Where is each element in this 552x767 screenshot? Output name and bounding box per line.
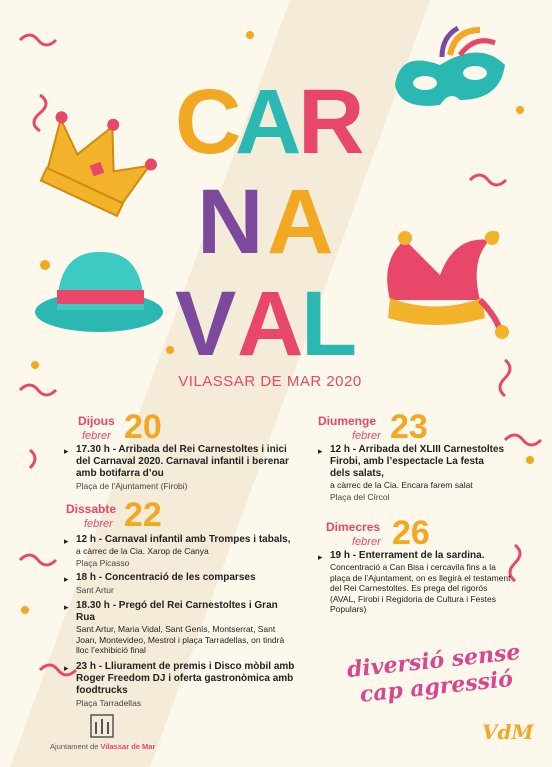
- title-letter: A: [235, 71, 302, 173]
- title-letter: C: [175, 71, 242, 173]
- subtitle: VILASSAR DE MAR 2020: [178, 373, 362, 390]
- day-number: 26: [392, 514, 430, 552]
- event-item: [76, 444, 298, 492]
- title-letter: L: [301, 273, 358, 375]
- month-name: febrer: [352, 536, 381, 548]
- event-heading: 18.30 h - Pregó del Rei Carnestoltes i Gran Rua: [76, 600, 278, 623]
- day-name: Dissabte: [66, 502, 117, 516]
- arrow-icon: ▸: [64, 536, 69, 546]
- event-place: Sant Artur: [76, 585, 114, 595]
- town-hall-logo-icon: [88, 712, 116, 740]
- month-name: febrer: [352, 430, 381, 442]
- day-name: Dimecres: [326, 520, 381, 534]
- day-number: 20: [124, 408, 162, 446]
- footer-town: Vilassar de Mar: [100, 742, 156, 751]
- arrow-icon: ▸: [64, 574, 69, 584]
- arrow-icon: ▸: [318, 552, 323, 562]
- crown-icon: [35, 110, 165, 220]
- event-item: [76, 661, 298, 709]
- event-heading: 19 h - Enterrament de la sardina.: [330, 550, 485, 561]
- event-item: [76, 572, 298, 596]
- day-name: Diumenge: [318, 414, 377, 428]
- day-name: Dijous: [78, 414, 115, 428]
- event-body: a càrrec de la Cia. Xarop de Canya: [76, 546, 209, 556]
- title-letter: V: [175, 273, 237, 375]
- month-name: febrer: [84, 518, 113, 530]
- vdm-logo: VdM: [482, 720, 534, 744]
- event-place: Plaça del Círcol: [330, 491, 390, 502]
- event-item: [330, 550, 515, 615]
- arrow-icon: ▸: [318, 446, 323, 456]
- carnival-mask-icon: [380, 25, 515, 125]
- footer-prefix: Ajuntament de: [50, 742, 99, 751]
- slogan: diversió sense cap agressió: [345, 639, 522, 708]
- carnaval-title: [175, 55, 365, 375]
- arrow-icon: ▸: [64, 663, 69, 673]
- event-heading: 23 h - Lliurament de premis i Disco mòbil amb Roger Freedom DJ i oferta gastronòmica amb foodtrucks: [76, 661, 295, 696]
- title-letter: R: [298, 71, 365, 173]
- event-heading: 18 h - Concentració de les comparses: [76, 572, 256, 583]
- event-heading: 12 h - Arribada del XLIII Carnestoltes Firobi, amb l’espectacle La festa dels salats,: [330, 444, 505, 479]
- jester-hat-icon: [370, 220, 515, 340]
- event-place: Plaça de l’Ajuntament (Firobi): [76, 481, 188, 491]
- title-letter: A: [237, 273, 304, 375]
- event-item: [330, 444, 505, 503]
- arrow-icon: ▸: [64, 446, 69, 456]
- event-place: Plaça Picasso: [76, 557, 130, 568]
- event-heading: 12 h - Carnaval infantil amb Trompes i tabals,: [76, 534, 291, 545]
- arrow-icon: ▸: [64, 602, 69, 612]
- footer-credit: [50, 742, 155, 751]
- title-letter: N: [197, 171, 264, 273]
- event-body: Concentració a Can Bisa i cercavila fins a la plaça de l’Ajuntament, on es llegirà el testament del Rei Carnestoltes. Es prega del rigorós (AVAL, Firobi i Regidoria de Cultura i Festes Populars): [330, 562, 511, 614]
- event-body: a càrrec de la Cia. Encara farem salat: [330, 480, 473, 490]
- day-number: 23: [390, 408, 428, 446]
- event-item: [76, 600, 298, 656]
- title-letter: A: [267, 171, 334, 273]
- event-heading: 17.30 h - Arribada del Rei Carnestoltes i inici del Carnaval 2020. Carnaval infantil i berenar amb botifarra d’ou: [76, 444, 289, 479]
- event-item: [76, 534, 298, 569]
- day-number: 22: [124, 496, 162, 534]
- event-body: Sant Artur, Maria Vidal, Sant Genís, Montserrat, Sant Joan, Montevideo, Mestrol i plaça Tarradellas, on tindrà lloc l’exhibició final: [76, 624, 285, 655]
- event-place: Plaça Tarradellas: [76, 698, 142, 708]
- month-name: febrer: [82, 430, 111, 442]
- bowler-hat-icon: [32, 240, 167, 340]
